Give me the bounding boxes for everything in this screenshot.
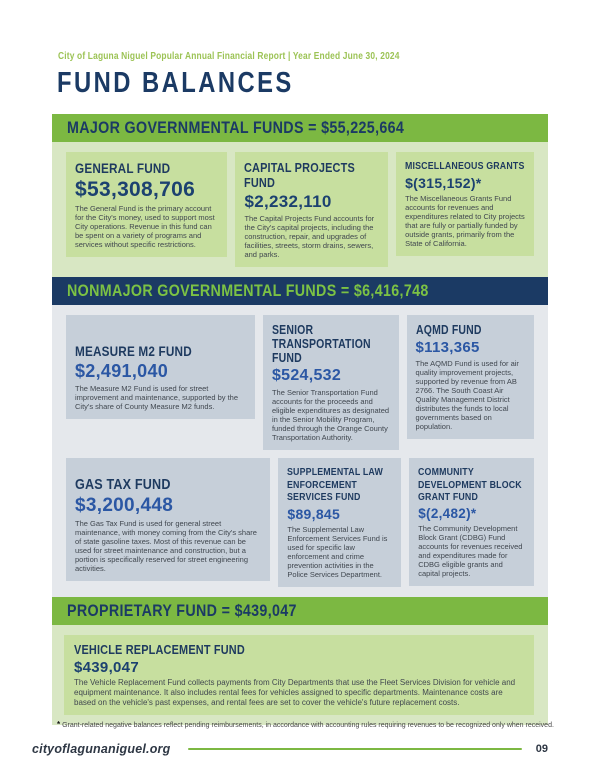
- fund-amount: $113,365: [415, 339, 480, 356]
- nonmajor-cards-row-1: [62, 315, 538, 450]
- fund-description: The Measure M2 Fund is used for street improvement and maintenance, supported by the City's share of County Measure M2 funds.: [75, 384, 239, 411]
- fund-title: MISCELLANEOUS GRANTS: [405, 160, 525, 172]
- page-footer: [32, 742, 548, 756]
- fund-description: The Senior Transportation Fund accounts for the proceeds and eligible expenditures as designated in the Senior Mobility Program, funded through the Orange County Transportation Authority.: [271, 388, 390, 442]
- fund-description: The Vehicle Replacement Fund collects payments from City Departments that use the Fleet Services Division for vehicle and equipment maintenance. It also includes rental fees for vehicles assigned to specific departments. Maintenance costs are based on the vehicle's past expenses, and rental fees are set to cover the vehicle's future replacement costs.: [74, 677, 516, 707]
- footer-divider-line: [188, 748, 521, 750]
- section-banner-proprietary-label: PROPRIETARY FUND = $439,047: [67, 600, 297, 620]
- fund-description: The AQMD Fund is used for air quality improvement projects, supported by revenue from AB 2766. The South Coast Air Quality Management District distributes the funds to local governments based on population.: [415, 359, 519, 431]
- card-vehicle-replacement-fund: [64, 635, 534, 715]
- footnote-text: Grant-related negative balances reflect pending reimbursements, in accordance with accounting rules requiring revenues to be recognized only when received.: [62, 722, 554, 729]
- fund-title: GAS TAX FUND: [75, 476, 171, 493]
- fund-amount: $(315,152)*: [405, 174, 482, 191]
- fund-amount: $524,532: [271, 367, 342, 384]
- card-community-development-block-grant-fund: [409, 458, 534, 586]
- card-measure-m2-fund: [66, 315, 255, 419]
- fund-amount: $89,845: [287, 505, 341, 522]
- major-funds-panel: [52, 142, 548, 277]
- fund-title: CAPITAL PROJECTS FUND: [244, 160, 356, 190]
- card-aqmd-fund: [407, 315, 534, 439]
- fund-amount: $53,308,706: [75, 178, 196, 201]
- report-content: [52, 0, 548, 725]
- card-miscellaneous-grants: [396, 152, 534, 256]
- card-general-fund: [66, 152, 227, 257]
- footer-page-number: 09: [535, 743, 548, 755]
- fund-description: The Supplemental Law Enforcement Services Fund is used for specific law enforcement and crime prevention activities in the Police Services Department.: [287, 524, 388, 579]
- fund-title: SENIOR TRANSPORTATION FUND: [271, 323, 371, 365]
- page-title: FUND BALANCES: [57, 67, 294, 99]
- card-supplemental-law-enforcement-services-fund: [278, 458, 401, 587]
- card-capital-projects-fund: [235, 152, 388, 267]
- fund-title: COMMUNITY DEVELOPMENT BLOCK GRANT FUND: [418, 466, 523, 503]
- major-cards-row: [62, 152, 538, 267]
- section-banner-proprietary: [52, 597, 548, 625]
- fund-amount: $(2,482)*: [418, 505, 477, 521]
- nonmajor-cards-row-2: [62, 458, 538, 587]
- fund-title: AQMD FUND: [415, 323, 482, 337]
- report-kicker: [58, 51, 548, 62]
- section-banner-nonmajor: [52, 277, 548, 305]
- fund-description: The Gas Tax Fund is used for general street maintenance, with money coming from the City's share of state gasoline taxes. Most of this revenue can be used for street maintenance and construction, but a portion is specifically reserved for street engineering activities.: [75, 519, 257, 573]
- fund-title: GENERAL FUND: [75, 160, 171, 176]
- fund-description: The General Fund is the primary account for the City's money, used to support most City operations. Revenue in this fund can be spent on a variety of programs and services without specific restrictions.: [75, 204, 215, 249]
- section-banner-major: [52, 114, 548, 142]
- fund-title: MEASURE M2 FUND: [75, 343, 192, 359]
- fund-amount: $3,200,448: [75, 495, 174, 516]
- footer-website: cityoflagunaniguel.org: [32, 742, 171, 756]
- grant-footnote: [57, 720, 554, 729]
- fund-amount: $439,047: [74, 658, 139, 676]
- card-senior-transportation-fund: [263, 315, 399, 450]
- fund-amount: $2,232,110: [244, 192, 332, 211]
- fund-title: VEHICLE REPLACEMENT FUND: [74, 641, 245, 657]
- kicker-text: City of Laguna Niguel Popular Annual Financial Report | Year Ended June 30, 2024: [58, 51, 400, 62]
- section-banner-major-label: MAJOR GOVERNMENTAL FUNDS = $55,225,664: [67, 118, 405, 137]
- fund-amount: $2,491,040: [75, 361, 169, 381]
- fund-description: The Miscellaneous Grants Fund accounts for revenues and expenditures related to City projects that are fully or partially funded by outside grants, primarily from the State of California.: [405, 193, 525, 248]
- footnote-asterisk: *: [57, 720, 61, 729]
- fund-description: The Community Development Block Grant (CDBG) Fund accounts for revenues received and expenditures made for CDBG eligible grants and capital projects.: [418, 523, 523, 578]
- card-gas-tax-fund: [66, 458, 270, 581]
- section-banner-nonmajor-label: NONMAJOR GOVERNMENTAL FUNDS = $6,416,748: [67, 281, 429, 300]
- fund-title: SUPPLEMENTAL LAW ENFORCEMENT SERVICES FUND: [287, 466, 384, 503]
- fund-description: The Capital Projects Fund accounts for the City's capital projects, including the construction, repair, and upgrades of facilities, streets, storm drains, sewers, and parks.: [244, 214, 375, 259]
- nonmajor-funds-panel: [52, 305, 548, 597]
- proprietary-fund-panel: [52, 625, 548, 725]
